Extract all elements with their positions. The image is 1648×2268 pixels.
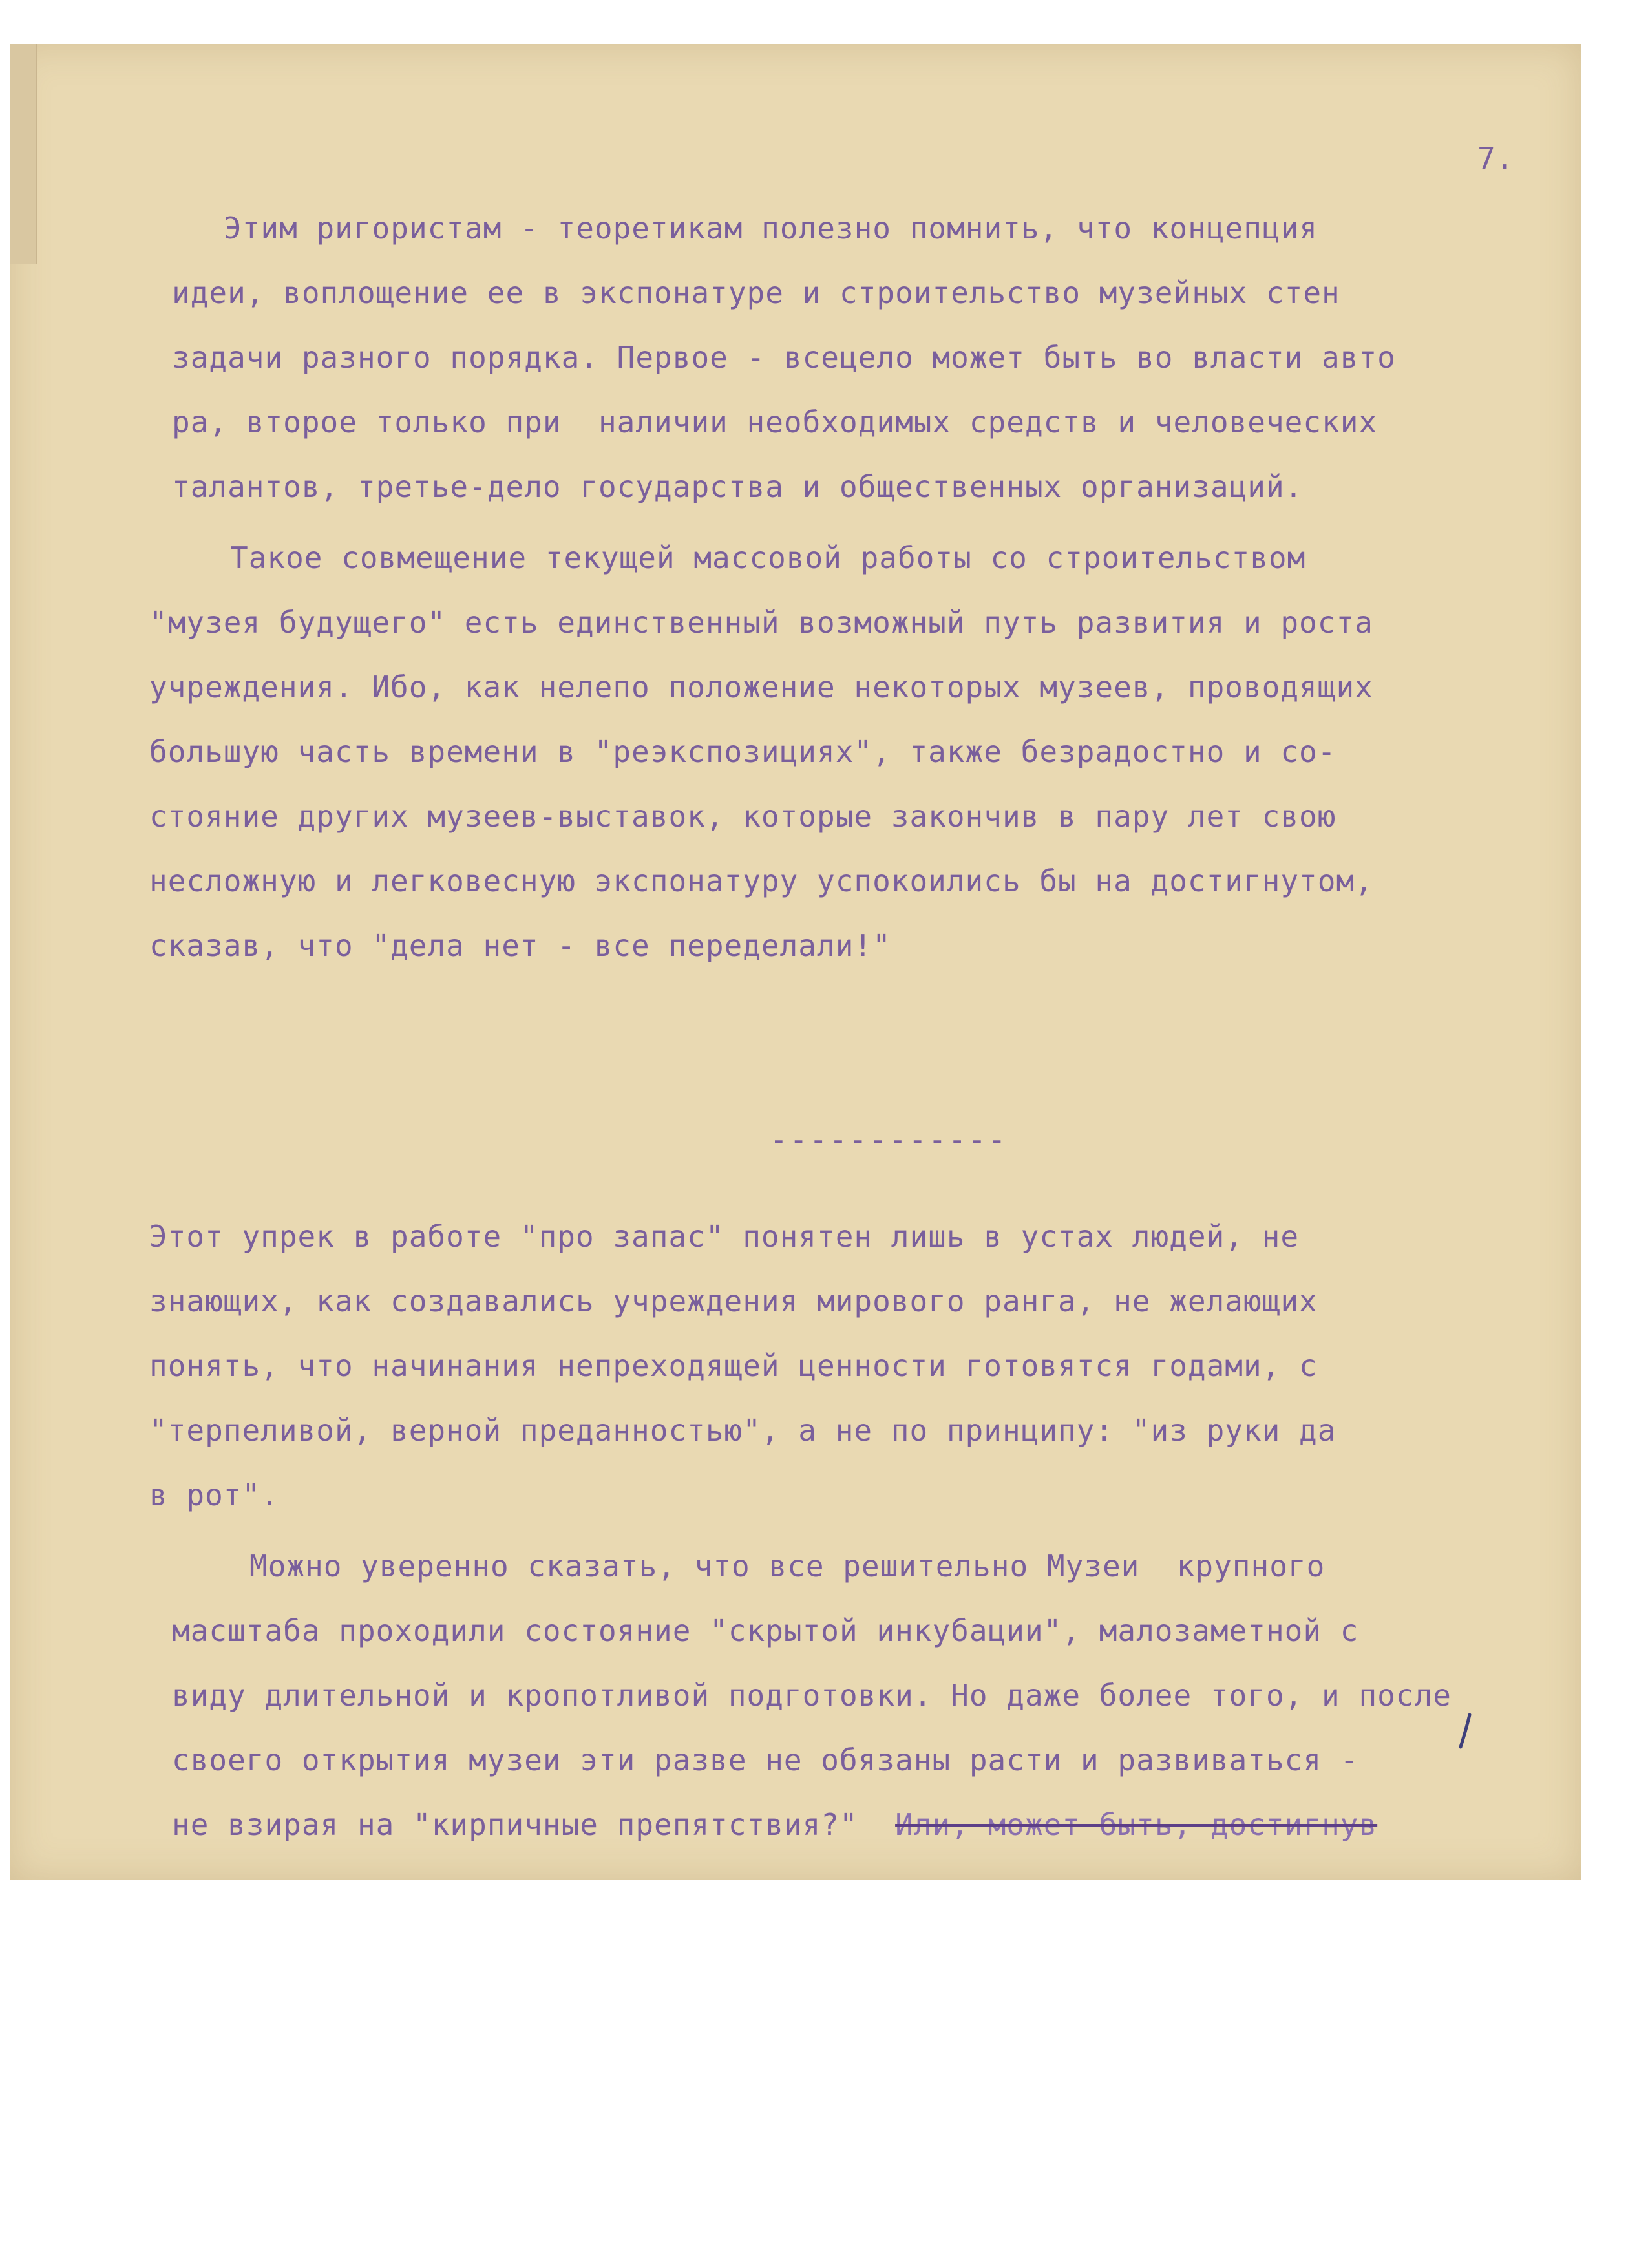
page-number: 7. <box>1477 141 1515 176</box>
text-line: сказав, что "дела нет - все переделали!" <box>149 928 891 963</box>
text-line: ра, второе только при наличии необходимых средств и человеческих <box>172 405 1378 440</box>
text-line: стояние других музеев-выставок, которые закончив в пару лет свою <box>149 799 1336 834</box>
text-line: несложную и легковесную экспонатуру успокоились бы на достигнутом, <box>149 864 1373 898</box>
text-line: Такое совмещение текущей массовой работы со строительством <box>230 540 1306 575</box>
text-line: в рот". <box>149 1478 279 1512</box>
text-line: своего открытия музеи эти разве не обязаны расти и развиваться - <box>172 1743 1359 1777</box>
text-line: большую часть времени в "реэкспозициях", также безрадостно и со- <box>149 734 1336 769</box>
text-line: Этот упрек в работе "про запас" понятен лишь в устах людей, не <box>149 1219 1300 1254</box>
text-line: виду длительной и кропотливой подготовки. Но даже более того, и после <box>172 1678 1452 1713</box>
text-line: "музея будущего" есть единственный возможный путь развития и роста <box>149 605 1373 640</box>
text-line: учреждения. Ибо, как нелепо положение некоторых музеев, проводящих <box>149 670 1373 705</box>
text-line <box>172 1807 1377 1842</box>
text-line: масштаба проходили состояние "скрытой инкубации", малозаметной с <box>172 1613 1359 1648</box>
text-line: идеи, воплощение ее в экспонатуре и строительство музейных стен <box>172 275 1340 310</box>
text-line: Можно уверенно сказать, что все решительно Музеи крупного <box>249 1549 1326 1584</box>
text-line: Этим ригористам - теоретикам полезно помнить, что концепция <box>224 211 1318 246</box>
text-line: талантов, третье-дело государства и общественных организаций. <box>172 469 1304 504</box>
text-line: понять, что начинания непреходящей ценности готовятся годами, с <box>149 1348 1318 1383</box>
paper-sheet <box>10 44 1581 1880</box>
text-line: задачи разного порядка. Первое - всецело может быть во власти авто <box>172 340 1396 375</box>
text-line-content: не взирая на "кирпичные препятствия?" <box>172 1807 858 1842</box>
struck-text: Или, может быть, достигнув <box>895 1807 1378 1842</box>
text-line: знающих, как создавались учреждения мирового ранга, не желающих <box>149 1284 1318 1319</box>
section-divider: ------------ <box>770 1122 1008 1157</box>
handwritten-comma-mark <box>1457 1712 1476 1750</box>
text-line: "терпеливой, верной преданностью", а не по принципу: "из руки да <box>149 1413 1336 1448</box>
torn-edge <box>10 44 37 264</box>
